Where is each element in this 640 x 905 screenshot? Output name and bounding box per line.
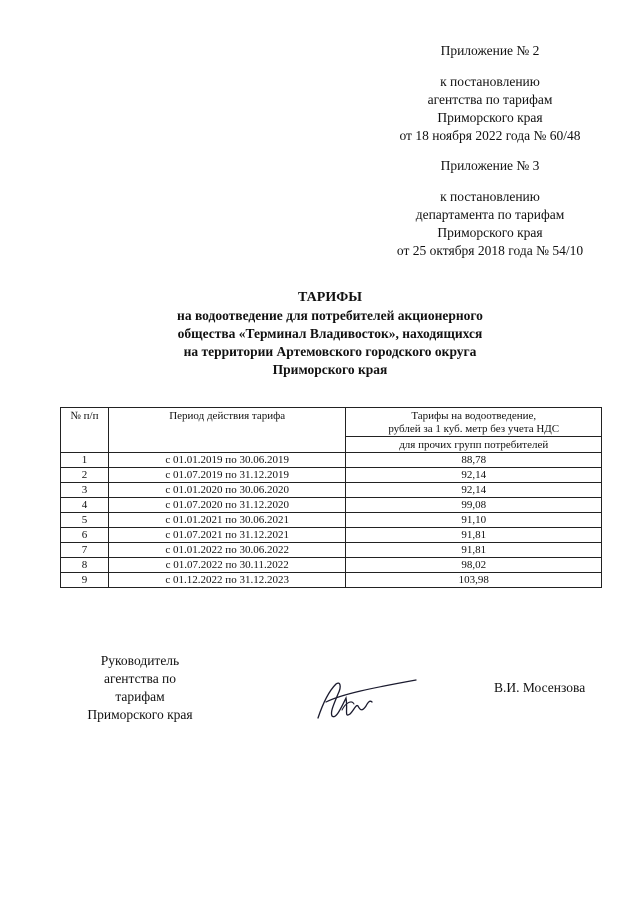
annex-line: от 25 октября 2018 года № 54/10 (396, 243, 584, 258)
table-row (61, 513, 602, 528)
title-line: на водоотведение для потребителей акционерного (177, 308, 483, 323)
row-value: 103,98 (346, 573, 602, 588)
annex-line: к постановлению (440, 189, 540, 204)
table-row (61, 468, 602, 483)
row-value: 92,14 (346, 483, 602, 498)
table-row (61, 558, 602, 573)
signatory-title-line: Приморского края (87, 707, 193, 722)
annex-block-2 (380, 42, 600, 145)
row-value: 91,81 (346, 543, 602, 558)
row-period: с 01.07.2021 по 31.12.2021 (108, 528, 346, 543)
row-period: с 01.01.2019 по 30.06.2019 (108, 453, 346, 468)
annex-heading: Приложение № 2 (440, 43, 540, 58)
row-period: с 01.01.2021 по 30.06.2021 (108, 513, 346, 528)
row-period: с 01.07.2019 по 31.12.2019 (108, 468, 346, 483)
row-num: 3 (61, 483, 109, 498)
annex-line: Приморского края (437, 110, 543, 125)
row-value: 88,78 (346, 453, 602, 468)
row-value: 98,02 (346, 558, 602, 573)
annex-line: департамента по тарифам (415, 207, 565, 222)
row-period: с 01.07.2022 по 30.11.2022 (108, 558, 346, 573)
row-period: с 01.01.2020 по 30.06.2020 (108, 483, 346, 498)
row-num: 9 (61, 573, 109, 588)
table-row (61, 543, 602, 558)
header-num: № п/п (61, 408, 109, 453)
row-period: с 01.12.2022 по 31.12.2023 (108, 573, 346, 588)
row-num: 5 (61, 513, 109, 528)
table-row (61, 483, 602, 498)
annex-block-3 (380, 157, 600, 260)
table-row (61, 453, 602, 468)
annex-heading: Приложение № 3 (440, 158, 540, 173)
row-value: 99,08 (346, 498, 602, 513)
table-row (61, 573, 602, 588)
row-period: с 01.07.2020 по 31.12.2020 (108, 498, 346, 513)
row-num: 6 (61, 528, 109, 543)
table-row (61, 528, 602, 543)
tariff-table (60, 407, 602, 588)
header-tariff-line: рублей за 1 куб. метр без учета НДС (388, 423, 560, 435)
header-tariff-sub: для прочих групп потребителей (346, 437, 602, 453)
header-tariff (346, 408, 602, 437)
title-line: Приморского края (272, 362, 388, 377)
row-period: с 01.01.2022 по 30.06.2022 (108, 543, 346, 558)
annex-line: агентства по тарифам (427, 92, 553, 107)
row-num: 1 (61, 453, 109, 468)
row-value: 91,81 (346, 528, 602, 543)
handwritten-signature (312, 676, 422, 726)
row-num: 2 (61, 468, 109, 483)
annex-line: от 18 ноября 2022 года № 60/48 (399, 128, 581, 143)
annex-line: Приморского края (437, 225, 543, 240)
row-num: 4 (61, 498, 109, 513)
table-row (61, 498, 602, 513)
signatory-title-line: Руководитель (100, 653, 180, 668)
signatory-title (80, 652, 200, 724)
title-line: на территории Артемовского городского округа (183, 344, 477, 359)
signatory-name: В.И. Мосензова (494, 680, 586, 695)
row-num: 8 (61, 558, 109, 573)
title-line: общества «Терминал Владивосток», находящихся (177, 326, 483, 341)
title-main: ТАРИФЫ (298, 290, 362, 305)
document-title (130, 289, 530, 379)
row-value: 91,10 (346, 513, 602, 528)
row-num: 7 (61, 543, 109, 558)
header-period: Период действия тарифа (108, 408, 346, 453)
header-tariff-line: Тарифы на водоотведение, (411, 410, 537, 422)
signatory-title-line: агентства по тарифам (103, 671, 177, 704)
row-value: 92,14 (346, 468, 602, 483)
annex-line: к постановлению (440, 74, 540, 89)
